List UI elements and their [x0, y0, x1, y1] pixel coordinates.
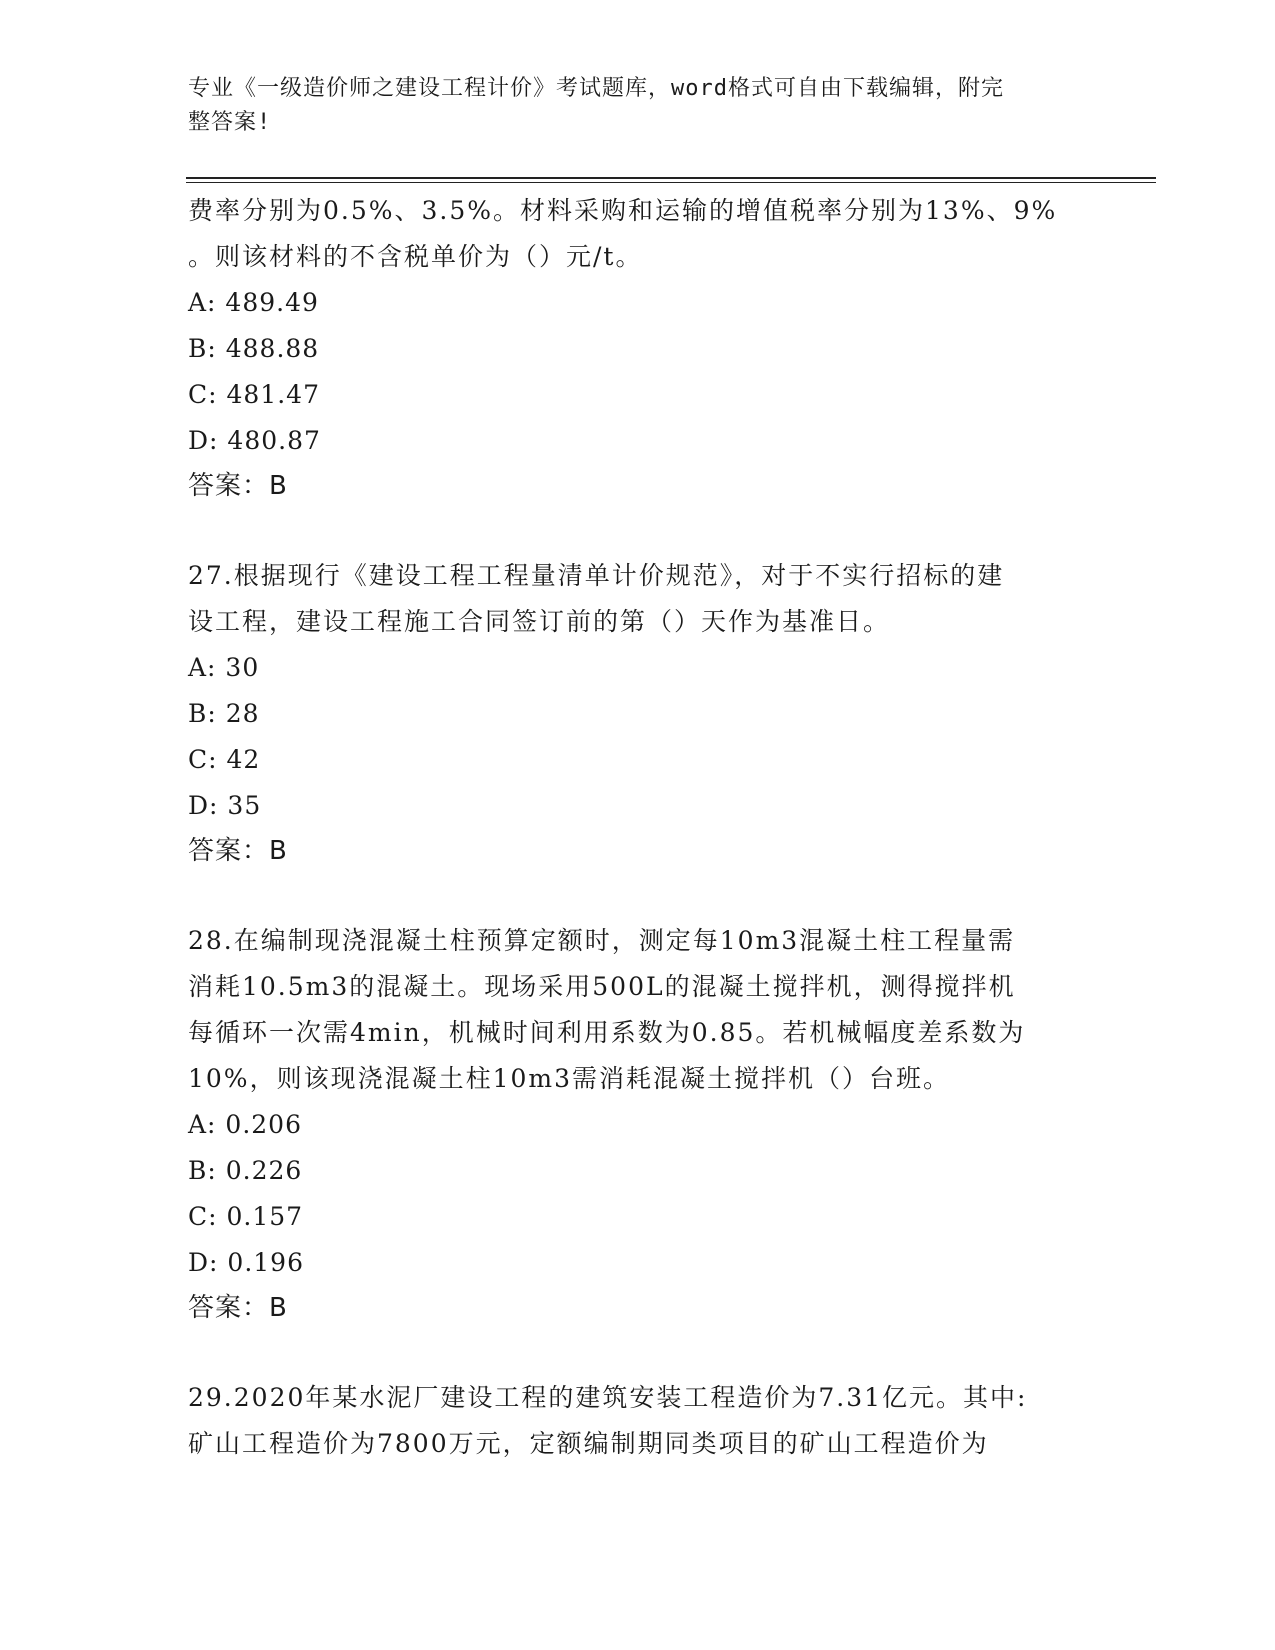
answer-label: 答案：B — [188, 1293, 288, 1323]
header-divider-thick — [186, 177, 1156, 179]
option-c: C: 481.47 — [188, 380, 320, 409]
option-d: D: 0.196 — [188, 1248, 304, 1277]
header-line-1: 专业《一级造价师之建设工程计价》考试题库，word格式可自由下载编辑，附完 — [188, 76, 1004, 101]
option-c: C: 42 — [188, 745, 261, 774]
question-text: 矿山工程造价为7800万元，定额编制期同类项目的矿山工程造价为 — [188, 1429, 989, 1458]
option-a: A: 0.206 — [188, 1110, 302, 1139]
question-text: 。则该材料的不含税单价为（）元/t。 — [188, 242, 643, 271]
question-27 — [188, 553, 1088, 873]
question-text: 10%，则该现浇混凝土柱10m3需消耗混凝土搅拌机（）台班。 — [188, 1064, 950, 1093]
question-text: 消耗10.5m3的混凝土。现场采用500L的混凝土搅拌机，测得搅拌机 — [188, 972, 1016, 1001]
question-26 — [188, 188, 1088, 508]
option-d: D: 35 — [188, 791, 262, 820]
question-28 — [188, 918, 1088, 1330]
answer-label: 答案：B — [188, 836, 288, 866]
option-b: B: 0.226 — [188, 1156, 303, 1185]
answer-label: 答案：B — [188, 471, 288, 501]
option-b: B: 28 — [188, 699, 260, 728]
question-text: 费率分别为0.5%、3.5%。材料采购和运输的增值税率分别为13%、9% — [188, 196, 1058, 225]
question-text: 设工程，建设工程施工合同签订前的第（）天作为基准日。 — [188, 607, 891, 636]
header-line-2: 整答案! — [188, 110, 272, 135]
option-d: D: 480.87 — [188, 426, 321, 455]
document-header — [188, 72, 1088, 140]
question-text: 27.根据现行《建设工程工程量清单计价规范》，对于不实行招标的建 — [188, 561, 1005, 590]
question-29 — [188, 1375, 1088, 1467]
option-a: A: 489.49 — [188, 288, 319, 317]
question-text: 每循环一次需4min，机械时间利用系数为0.85。若机械幅度差系数为 — [188, 1018, 1026, 1047]
option-c: C: 0.157 — [188, 1202, 304, 1231]
question-text: 28.在编制现浇混凝土柱预算定额时，测定每10m3混凝土柱工程量需 — [188, 926, 1016, 955]
question-list — [188, 188, 1088, 1512]
option-b: B: 488.88 — [188, 334, 320, 363]
header-divider-thin — [186, 182, 1156, 183]
option-a: A: 30 — [188, 653, 260, 682]
question-text: 29.2020年某水泥厂建设工程的建筑安装工程造价为7.31亿元。其中: — [188, 1383, 1028, 1412]
